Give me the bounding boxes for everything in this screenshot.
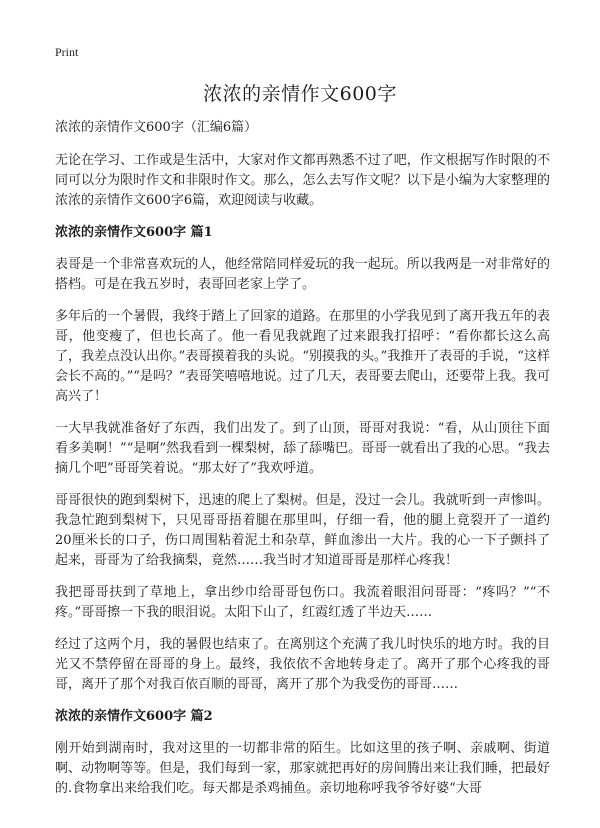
document-body: [55, 118, 550, 811]
print-label: Print: [55, 45, 79, 59]
paragraph: 刚开始到湖南时，我对这里的一切都非常的陌生。比如这里的孩子啊、亲戚啊、街道啊、动物啊等等。但是，我们每到一家，那家就把再好的房间腾出来让我们睡，把最好的.食物拿出来给我们吃。每天都是杀鸡捕鱼。亲切地称呼我爷爷好婆“大哥: [55, 741, 550, 796]
document-title: 浓浓的亲情作文600字: [203, 83, 397, 105]
paragraph: 一大早我就准备好了东西，我们出发了。到了山顶，哥哥对我说：“看，从山顶往下面看多美啊！”“是啊”然我看到一棵梨树，舔了舔嘴巴。哥哥一就看出了我的心思。“我去摘几个吧”哥哥笑着说。“那太好了”我欢呼道。: [55, 421, 550, 476]
paragraph: 多年后的一个暑假，我终于踏上了回家的道路。在那里的小学我见到了离开我五年的表哥，他变瘦了，但也长高了。他一看见我就跑了过来跟我打招呼：“看你都长这么高了，我差点没认出你。”表哥摸着我的头说。“别摸我的头。”我推开了表哥的手说，“这样会长不高的。”“是吗？”表哥笑嘻嘻地说。过了几天，表哥要去爬山，还要带上我。我可高兴了！: [55, 309, 550, 404]
section-heading-2: 浓浓的亲情作文600字 篇2: [55, 709, 213, 724]
paragraph: 表哥是一个非常喜欢玩的人，他经常陪同样爱玩的我一起玩。所以我两是一对非常好的搭档。可是在我五岁时，表哥回老家上学了。: [55, 257, 550, 292]
section-heading-1: 浓浓的亲情作文600字 篇1: [55, 225, 213, 240]
paragraph: 我把哥哥扶到了草地上，拿出纱巾给哥哥包伤口。我流着眼泪问哥哥：“疼吗？”“不疼。”哥哥擦一下我的眼泪说。太阳下山了，红霞红透了半边天……: [55, 585, 550, 620]
intro-paragraph: 无论在学习、工作或是生活中，大家对作文都再熟悉不过了吧，作文根据写作时限的不同可以分为限时作文和非限时作文。那么，怎么去写作文呢？以下是小编为大家整理的浓浓的亲情作文600字6篇，欢迎阅读与收藏。: [55, 153, 550, 208]
document-subtitle: 浓浓的亲情作文600字（汇编6篇）: [55, 120, 258, 135]
paragraph: 经过了这两个月，我的暑假也结束了。在离别这个充满了我儿时快乐的地方时。我的目光又不禁停留在哥哥的身上。最终，我依依不舍地转身走了。离开了那个心疼我的哥哥，离开了那个对我百依百顺的哥哥，离开了那个为我受伤的哥哥……: [55, 637, 550, 692]
paragraph: 哥哥很快的跑到梨树下，迅速的爬上了梨树。但是，没过一会儿。我就听到一声惨叫。我急忙跑到梨树下，只见哥哥捂着腿在那里叫，仔细一看，他的腿上竟裂开了一道约20厘米长的口子，伤口周围粘着泥土和杂草，鲜血渗出一大片。我的心一下子颤抖了起来，哥哥为了给我摘梨，竟然……我当时才知道哥哥是那样心疼我！: [55, 493, 550, 568]
